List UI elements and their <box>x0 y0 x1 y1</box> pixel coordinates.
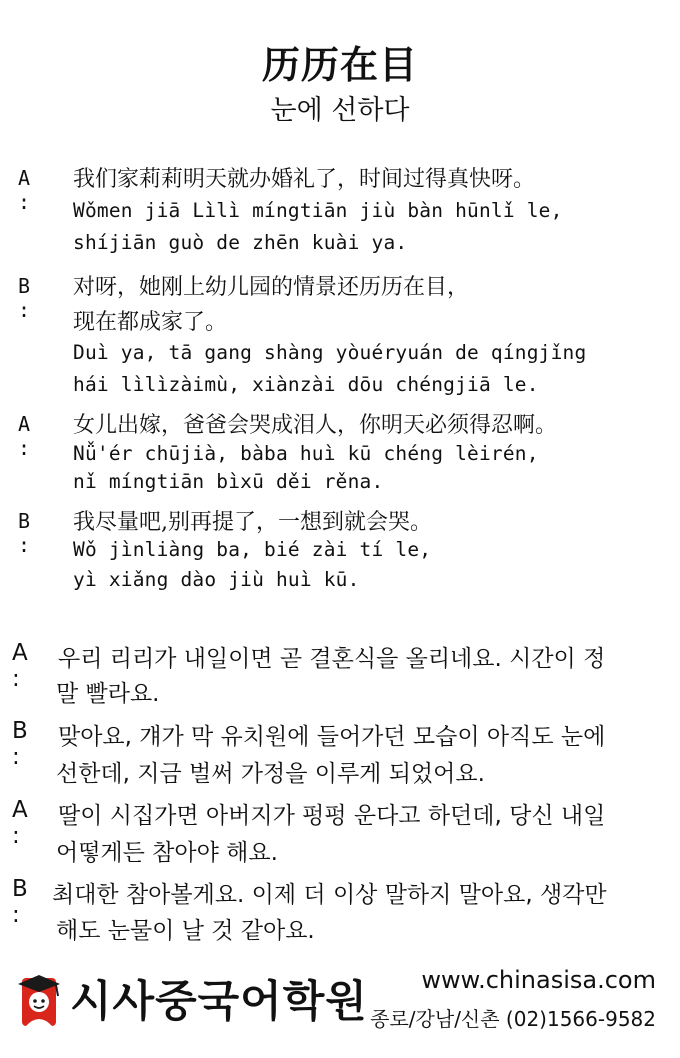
zh-hanzi-b2-line1: 我尽量吧,别再提了，一想到就会哭。 <box>73 510 432 535</box>
ko-speaker-b2: B : <box>12 876 28 928</box>
zh-pinyin-b1-line1: Duì ya, tā gang shàng yòuéryuán de qíngjǐng <box>73 341 587 364</box>
zh-pinyin-a1-line2: shíjiān guò de zhēn kuài ya. <box>73 231 408 254</box>
zh-hanzi-a2-line1: 女儿出嫁，爸爸会哭成泪人，你明天必须得忍啊。 <box>73 413 558 438</box>
zh-pinyin-b2-line2: yì xiǎng dào jiù huì kū. <box>73 568 360 591</box>
zh-pinyin-a1-line1: Wǒmen jiā Lìlì míngtiān jiù bàn hūnlǐ le, <box>73 199 563 222</box>
zh-pinyin-b2-line1: Wǒ jìnliàng ba, bié zài tí le, <box>73 538 432 561</box>
ko-line-a2-1: 딸이 시집가면 아버지가 펑펑 운다고 하던데, 당신 내일 <box>58 803 606 829</box>
ko-speaker-a2: A : <box>12 797 28 849</box>
ko-line-a1-2: 말 빨라요. <box>56 681 160 707</box>
page-subtitle: 눈에 선하다 <box>270 95 410 126</box>
ko-line-b1-1: 맞아요, 걔가 막 유치원에 들어가던 모습이 아직도 눈에 <box>58 724 606 750</box>
zh-speaker-b2: B : <box>18 509 31 557</box>
zh-pinyin-a2-line1: Nǚ'ér chūjià, bàba huì kū chéng lèirén, <box>73 442 539 465</box>
brand-name: 시사중국어학원 <box>70 977 368 1027</box>
zh-speaker-b1: B : <box>18 274 31 322</box>
ko-line-a1-1: 우리 리리가 내일이면 곧 결혼식을 올리네요. 시간이 정 <box>58 646 606 672</box>
ko-line-a2-2: 어떻게든 참아야 해요. <box>56 840 278 866</box>
zh-pinyin-b1-line2: hái lìlìzàimù, xiànzài dōu chéngjiā le. <box>73 373 539 396</box>
branch-contact: 종로/강남/신촌 (02)1566-9582 <box>370 1007 656 1031</box>
zh-speaker-a2: A : <box>18 412 31 460</box>
ko-speaker-b1: B : <box>12 718 28 770</box>
ko-line-b1-2: 선한데, 지금 벌써 가정을 이루게 되었어요. <box>56 761 485 787</box>
ko-line-b2-1: 최대한 참아볼게요. 이제 더 이상 말하지 말아요, 생각만 <box>52 882 607 908</box>
mascot-logo-icon <box>14 972 64 1032</box>
zh-pinyin-a2-line2: nǐ míngtiān bìxū děi rěna. <box>73 470 384 493</box>
zh-hanzi-b1-line1: 对呀，她刚上幼儿园的情景还历历在目， <box>73 275 470 300</box>
ko-speaker-a1: A : <box>12 640 28 692</box>
ko-line-b2-2: 해도 눈물이 날 것 같아요. <box>56 918 315 944</box>
zh-hanzi-b1-line2: 现在都成家了。 <box>73 310 228 335</box>
website-url[interactable]: www.chinasisa.com <box>421 966 656 994</box>
zh-hanzi-a1-line1: 我们家莉莉明天就办婚礼了，时间过得真快呀。 <box>73 167 536 192</box>
zh-speaker-a1: A : <box>18 166 31 214</box>
page-title: 历历在目 <box>261 42 418 87</box>
